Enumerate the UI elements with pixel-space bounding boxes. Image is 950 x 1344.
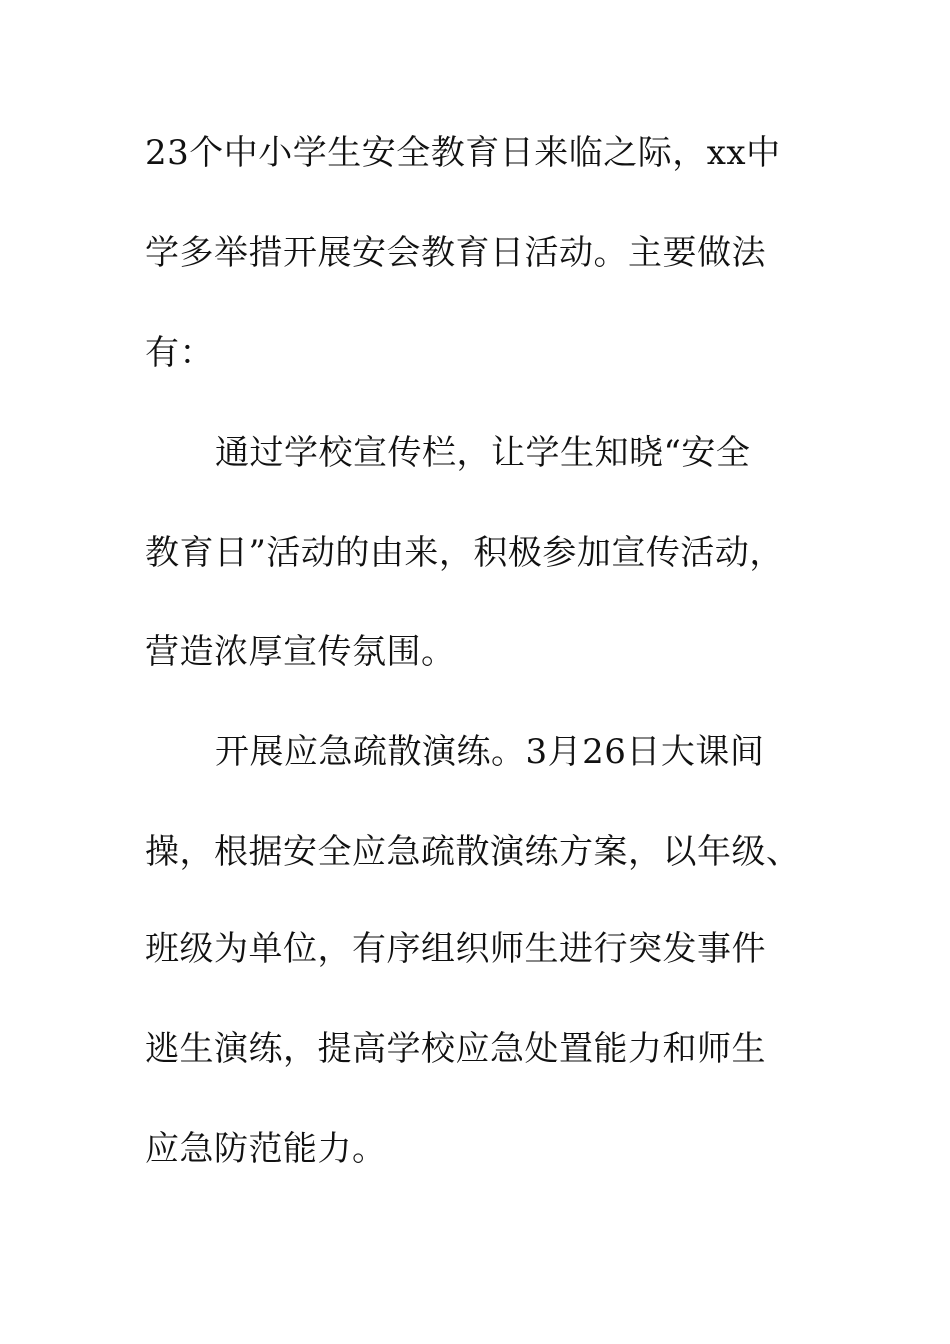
paragraph-3-line-2: 操，根据安全应急疏散演练方案，以年级、 xyxy=(145,832,801,872)
paragraph-3-line-1: 开展应急疏散演练。3月26日大课间 xyxy=(215,732,765,772)
paragraph-3-line-3: 班级为单位，有序组织师生进行突发事件 xyxy=(145,929,766,969)
paragraph-2-line-3: 营造浓厚宣传氛围。 xyxy=(145,632,456,672)
paragraph-3-line-4: 逃生演练，提高学校应急处置能力和师生 xyxy=(145,1029,766,1069)
paragraph-1-line-1: 23个中小学生安全教育日来临之际，xx中 xyxy=(145,133,781,173)
paragraph-2-line-2: 教育日”活动的由来，积极参加宣传活动， xyxy=(145,533,784,573)
paragraph-1-line-3: 有： xyxy=(145,333,214,373)
paragraph-3-line-5: 应急防范能力。 xyxy=(145,1129,387,1169)
paragraph-2-line-1: 通过学校宣传栏，让学生知晓“安全 xyxy=(215,433,751,473)
paragraph-1-line-2: 学多举措开展安会教育日活动。主要做法 xyxy=(145,233,766,273)
